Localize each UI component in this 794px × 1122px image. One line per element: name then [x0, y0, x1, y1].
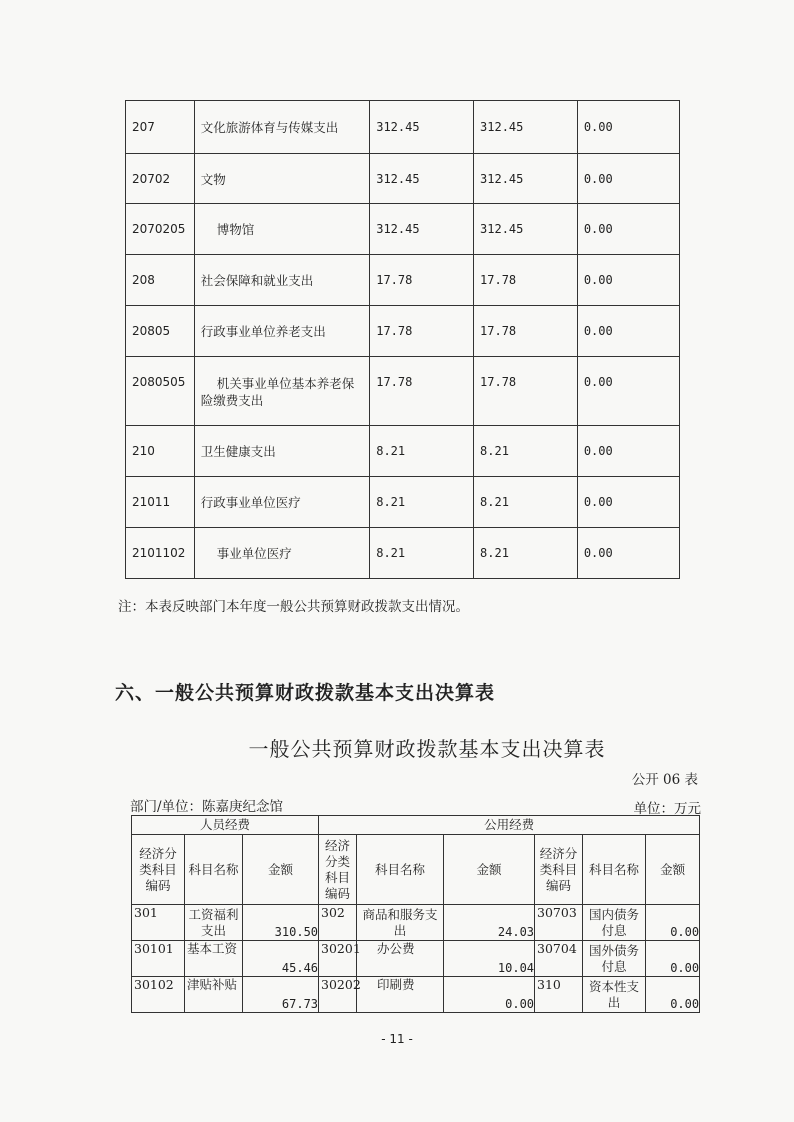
g1-amount: 0.00 [444, 977, 535, 1013]
group-header-public: 公用经费 [319, 816, 700, 835]
g2-code: 30704 [535, 941, 583, 977]
total-amount: 8.21 [370, 528, 474, 579]
basic-amount: 312.45 [474, 101, 578, 154]
unit-label: 单位：万元 [633, 801, 701, 817]
subject-name-text: 机关事业单位基本养老保险缴费支出 [200, 376, 355, 408]
subject-name-text: 事业单位医疗 [216, 545, 292, 561]
table-row [126, 154, 680, 204]
col-header-code: 经济分类科目编码 [132, 835, 185, 905]
basic-amount: 17.78 [474, 357, 578, 426]
basic-amount: 8.21 [474, 426, 578, 477]
p-amount: 45.46 [243, 941, 319, 977]
project-amount: 0.00 [577, 528, 679, 579]
col-header-name: 科目名称 [357, 835, 444, 905]
subject-name [194, 357, 370, 426]
subject-name-text: 博物馆 [216, 221, 255, 237]
subject-name: 卫生健康支出 [194, 426, 370, 477]
basic-amount: 17.78 [474, 306, 578, 357]
g1-code: 30201 [319, 941, 357, 977]
total-amount: 17.78 [370, 255, 474, 306]
basic-amount: 8.21 [474, 477, 578, 528]
g2-amount: 0.00 [646, 977, 700, 1013]
subject-code: 208 [126, 255, 195, 306]
subject-name: 行政事业单位养老支出 [194, 306, 370, 357]
basic-amount: 17.78 [474, 255, 578, 306]
basic-amount: 312.45 [474, 204, 578, 255]
g2-amount: 0.00 [646, 905, 700, 941]
project-amount: 0.00 [577, 306, 679, 357]
subject-name: 文化旅游体育与传媒支出 [194, 101, 370, 154]
g1-amount: 24.03 [444, 905, 535, 941]
col-header-amount: 金额 [646, 835, 700, 905]
subject-code: 20805 [126, 306, 195, 357]
g2-name: 国外债务付息 [583, 941, 646, 977]
subject-code: 2080505 [126, 357, 195, 426]
p-name: 工资福利支出 [185, 905, 243, 941]
g1-amount: 10.04 [444, 941, 535, 977]
basic-amount: 312.45 [474, 154, 578, 204]
project-amount: 0.00 [577, 101, 679, 154]
table-row [132, 941, 700, 977]
col-header-name: 科目名称 [185, 835, 243, 905]
p-name: 津贴补贴 [185, 977, 243, 1013]
g2-code: 30703 [535, 905, 583, 941]
p-code: 301 [132, 905, 185, 941]
project-amount: 0.00 [577, 154, 679, 204]
total-amount: 312.45 [370, 204, 474, 255]
total-amount: 17.78 [370, 357, 474, 426]
g1-code: 30202 [319, 977, 357, 1013]
section-title: 六、一般公共预算财政拨款基本支出决算表 [115, 682, 496, 704]
project-amount: 0.00 [577, 204, 679, 255]
form-number: 公开 06 表 [631, 772, 698, 788]
total-amount: 8.21 [370, 426, 474, 477]
column-header-row [132, 835, 700, 905]
basic-expenditure-table [131, 815, 700, 1013]
subject-name: 社会保障和就业支出 [194, 255, 370, 306]
total-amount: 17.78 [370, 306, 474, 357]
project-amount: 0.00 [577, 357, 679, 426]
col-header-amount: 金额 [243, 835, 319, 905]
total-amount: 8.21 [370, 477, 474, 528]
table-title: 一般公共预算财政拨款基本支出决算表 [248, 737, 606, 761]
table-note: 注：本表反映部门本年度一般公共预算财政拨款支出情况。 [118, 599, 469, 615]
page-number: - 11 - [381, 1032, 413, 1046]
total-amount: 312.45 [370, 154, 474, 204]
p-code: 30101 [132, 941, 185, 977]
p-amount: 310.50 [243, 905, 319, 941]
g2-name: 资本性支出 [583, 977, 646, 1013]
basic-amount: 8.21 [474, 528, 578, 579]
subject-name: 行政事业单位医疗 [194, 477, 370, 528]
table-row [126, 426, 680, 477]
project-amount: 0.00 [577, 426, 679, 477]
col-header-name: 科目名称 [583, 835, 646, 905]
p-name: 基本工资 [185, 941, 243, 977]
g2-code: 310 [535, 977, 583, 1013]
table-row [132, 977, 700, 1013]
col-header-amount: 金额 [444, 835, 535, 905]
table-row [126, 306, 680, 357]
col-header-code: 经济分类科目编码 [319, 835, 357, 905]
subject-code: 21011 [126, 477, 195, 528]
subject-code: 207 [126, 101, 195, 154]
table-row [126, 528, 680, 579]
g2-amount: 0.00 [646, 941, 700, 977]
project-amount: 0.00 [577, 255, 679, 306]
col-header-code: 经济分类科目编码 [535, 835, 583, 905]
g1-code: 302 [319, 905, 357, 941]
table-row [126, 101, 680, 154]
subject-name [194, 528, 370, 579]
table-row [132, 905, 700, 941]
p-code: 30102 [132, 977, 185, 1013]
subject-code: 2101102 [126, 528, 195, 579]
table-row [126, 477, 680, 528]
subject-name [194, 204, 370, 255]
g1-name: 办公费 [357, 941, 444, 977]
table-row [126, 357, 680, 426]
subject-code: 210 [126, 426, 195, 477]
g2-name: 国内债务付息 [583, 905, 646, 941]
group-header-row [132, 816, 700, 835]
subject-name: 文物 [194, 154, 370, 204]
group-header-personnel: 人员经费 [132, 816, 319, 835]
department-label: 部门/单位：陈嘉庚纪念馆 [130, 799, 284, 815]
table-row [126, 204, 680, 255]
table-row [126, 255, 680, 306]
total-amount: 312.45 [370, 101, 474, 154]
p-amount: 67.73 [243, 977, 319, 1013]
table-title-wrapper [0, 733, 794, 762]
expenditure-table [125, 100, 680, 579]
subject-code: 20702 [126, 154, 195, 204]
subject-code: 2070205 [126, 204, 195, 255]
g1-name: 印刷费 [357, 977, 444, 1013]
project-amount: 0.00 [577, 477, 679, 528]
g1-name: 商品和服务支出 [357, 905, 444, 941]
